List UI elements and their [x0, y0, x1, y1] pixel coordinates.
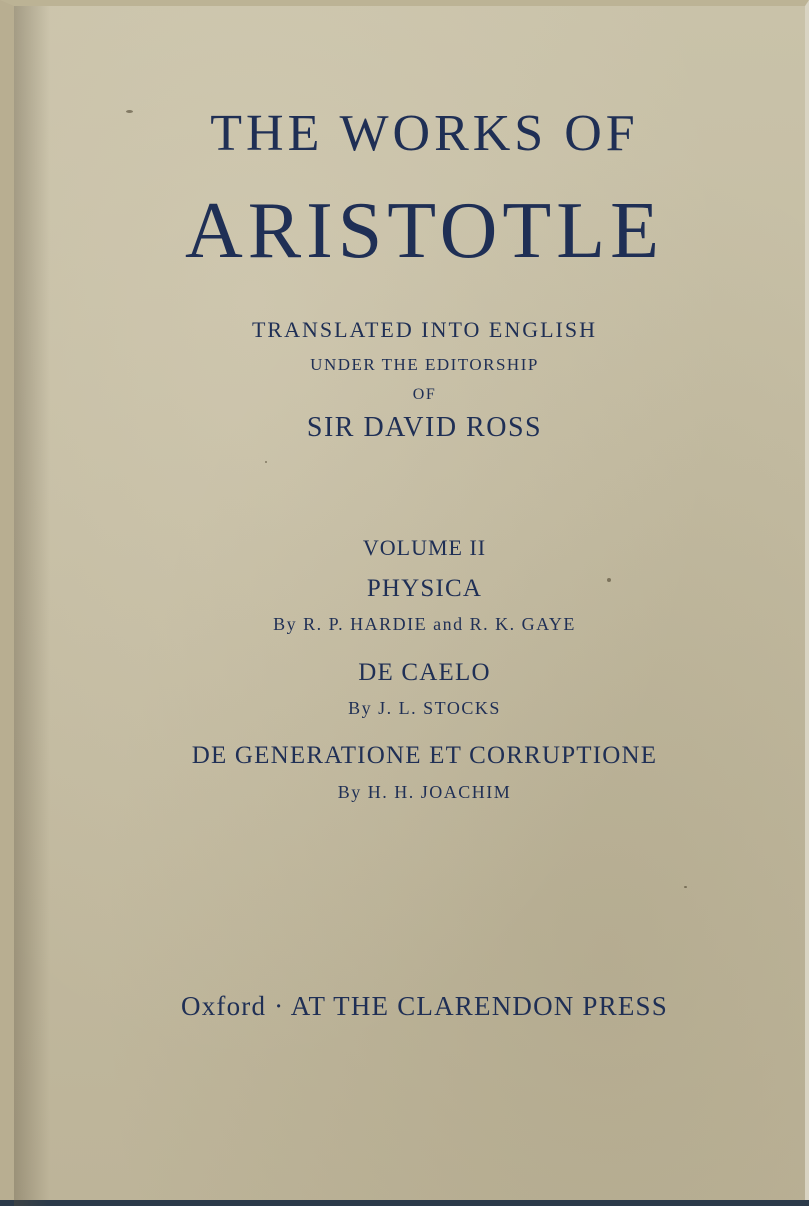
paper-speck — [126, 110, 133, 113]
work-title-de-caelo: DE CAELO — [358, 659, 491, 686]
paper-speck — [607, 578, 611, 582]
series-title: THE WORKS OF — [210, 105, 639, 162]
author-name: ARISTOTLE — [184, 187, 665, 275]
translated-line: TRANSLATED INTO ENGLISH — [251, 317, 598, 342]
work-title-de-generatione: DE GENERATIONE ET CORRUPTIONE — [191, 742, 658, 769]
work-translator-de-generatione: By H. H. JOACHIM — [337, 782, 512, 802]
work-translator-physica: By R. P. HARDIE and R. K. GAYE — [273, 614, 576, 634]
work-translator-de-caelo: By J. L. STOCKS — [348, 698, 501, 718]
of-line: OF — [412, 386, 437, 403]
publisher-imprint: Oxford · AT THE CLARENDON PRESS — [181, 991, 668, 1021]
editorship-line: UNDER THE EDITORSHIP — [310, 355, 539, 374]
volume-number: VOLUME II — [362, 535, 487, 560]
work-title-physica: PHYSICA — [366, 575, 483, 602]
paper-speck — [265, 461, 267, 463]
paper-speck — [684, 886, 687, 888]
editor-name: SIR DAVID ROSS — [306, 412, 543, 443]
